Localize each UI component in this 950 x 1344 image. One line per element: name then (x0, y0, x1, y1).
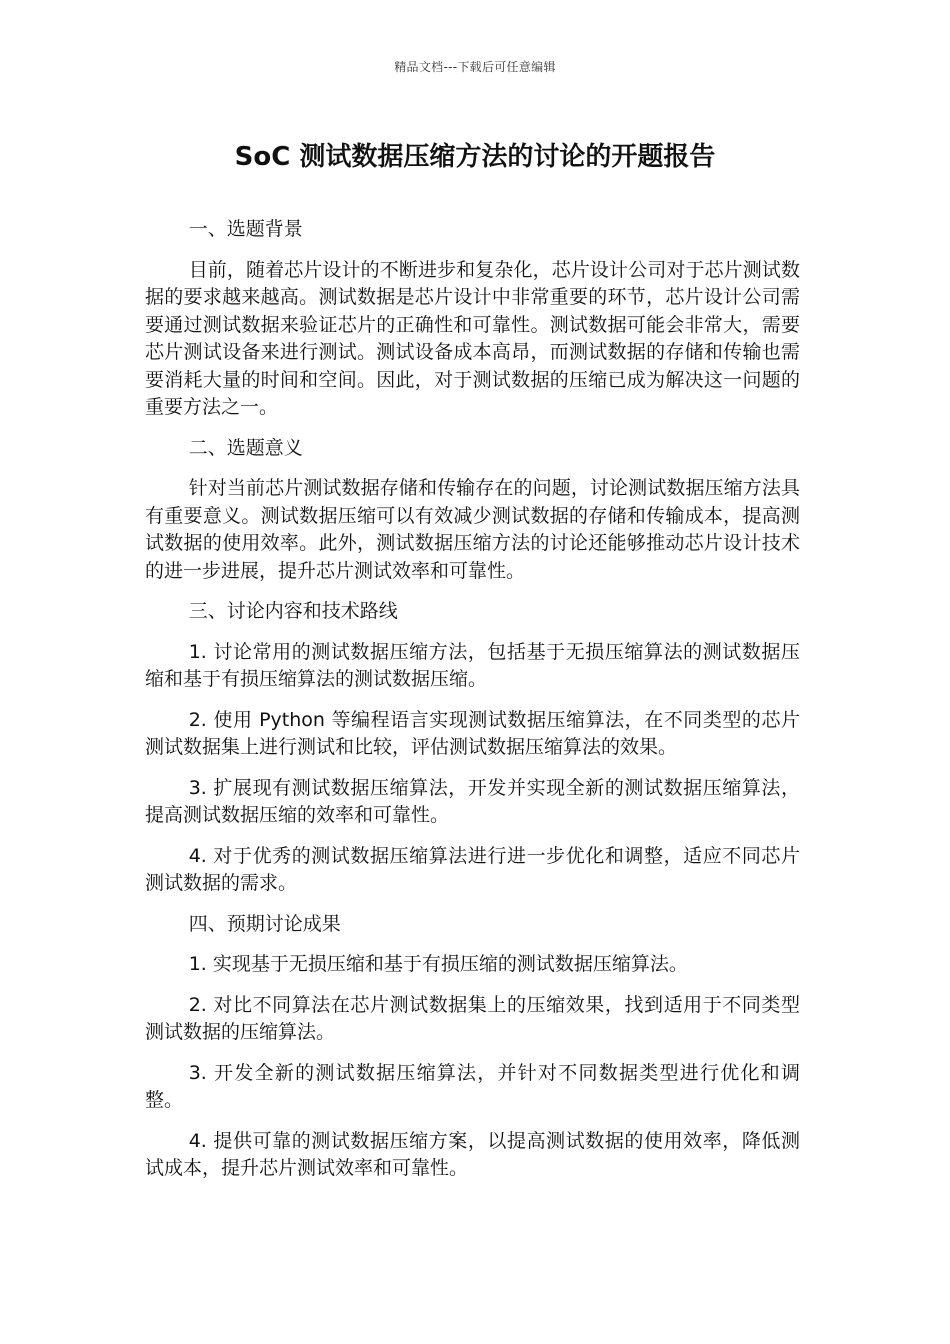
list-item: 4. 对于优秀的测试数据压缩算法进行进一步优化和调整，适应不同芯片测试数据的需求。 (145, 844, 800, 894)
section-heading-outcomes: 四、预期讨论成果 (188, 912, 341, 935)
section-heading-background: 一、选题背景 (188, 218, 303, 240)
header-note: 精品文档---下载后可任意编辑 (394, 60, 556, 74)
list-item: 1. 实现基于无损压缩和基于有损压缩的测试数据压缩算法。 (188, 953, 688, 975)
list-item: 2. 对比不同算法在芯片测试数据集上的压缩效果，找到适用于不同类型测试数据的压缩算法。 (145, 993, 800, 1043)
section-heading-content: 三、讨论内容和技术路线 (188, 600, 398, 622)
list-item: 4. 提供可靠的测试数据压缩方案，以提高测试数据的使用效率，降低测试成本，提升芯片测试效率和可靠性。 (145, 1129, 800, 1179)
document-title: SoC 测试数据压缩方法的讨论的开题报告 (234, 142, 716, 172)
paragraph-background: 目前，随着芯片设计的不断进步和复杂化，芯片设计公司对于芯片测试数据的要求越来越高。测试数据是芯片设计中非常重要的环节，芯片设计公司需要通过测试数据来验证芯片的正确性和可靠性。测试数据可能会非常大，需要芯片测试设备来进行测试。测试设备成本高昂，而测试数据的存储和传输也需要消耗大量的时间和空间。因此，对于测试数据的压缩已成为解决这一问题的重要方法之一。 (145, 258, 800, 418)
list-item: 2. 使用 Python 等编程语言实现测试数据压缩算法，在不同类型的芯片测试数据集上进行测试和比较，评估测试数据压缩算法的效果。 (145, 708, 800, 758)
paragraph-significance: 针对当前芯片测试数据存储和传输存在的问题，讨论测试数据压缩方法具有重要意义。测试数据压缩可以有效减少测试数据的存储和传输成本，提高测试数据的使用效率。此外，测试数据压缩方法的讨论还能够推动芯片设计技术的进一步进展，提升芯片测试效率和可靠性。 (145, 477, 800, 582)
section-heading-significance: 二、选题意义 (188, 436, 303, 459)
list-item: 3. 开发全新的测试数据压缩算法，并针对不同数据类型进行优化和调整。 (145, 1061, 800, 1111)
document-body (145, 216, 800, 1196)
list-item: 1. 讨论常用的测试数据压缩方法，包括基于无损压缩算法的测试数据压缩和基于有损压缩算法的测试数据压缩。 (145, 640, 800, 690)
list-item: 3. 扩展现有测试数据压缩算法，开发并实现全新的测试数据压缩算法，提高测试数据压缩的效率和可靠性。 (145, 776, 800, 826)
